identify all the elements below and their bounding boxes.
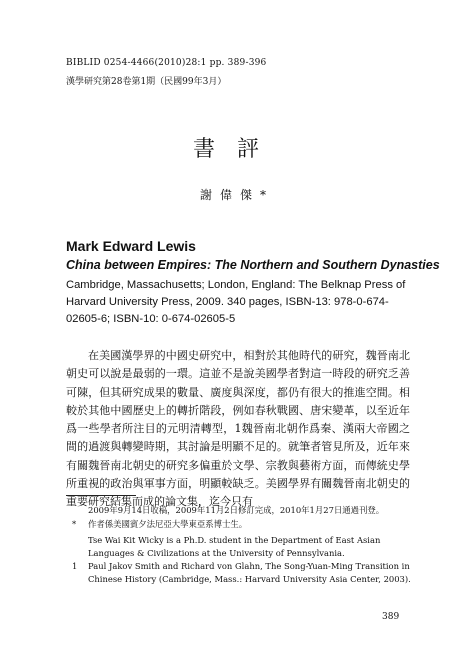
book-author: Mark Edward Lewis [66,238,196,254]
book-publication-info: Cambridge, Massachusetts; London, England: The Belknap Press of Harvard University Press, 2009. 340 pages, ISBN-13: 978-0-674-02605-6; ISBN-10: 0-674-02605-5 [66,279,406,325]
footnote-received: 2009年9月14日收稿，2009年11月2日修訂完成，2010年1月27日通過刊登。 [88,505,385,515]
footnote-author-affiliation-en: Tse Wai Kit Wicky is a Ph.D. student in the Department of East Asian Languages & Civilizations at the University of Pennsylvania. [88,535,381,558]
section-title: 書評 [192,137,281,162]
body-paragraph: 在美國漢學界的中國史研究中，相對於其他時代的研究，魏晉南北朝史可以說是最弱的一環。這並不是說美國學者對這一時段的研究乏善可陳，但其研究成果的數量、廣度與深度，都仍有很大的推進空間。相較於其他中國歷史上的轉折階段，例如春秋戰國、唐宋變革，以至近年爲一些學者所注目的元明清轉型，1魏晉南北朝作爲秦、漢兩大帝國之間的過渡與轉變時期，其討論是明顯不足的。就筆者管見所及，近年來有關魏晉南北朝史的研究多偏重於文學、宗教與藝術方面，而傳統史學所重視的政治與軍事方面，明顯較缺乏。美國學界有關魏晉南北朝史的重要研究結集而成的論文集，迄今只有 [66,349,410,509]
book-title: China between Empires: The Northern and Southern Dynasties [66,258,440,272]
biblid-line: BIBLID 0254-4466(2010)28:1 pp. 389-396 [66,58,267,68]
footnote-divider [66,495,136,496]
footnote-star-marker: * [72,519,77,529]
page-number: 389 [382,612,400,622]
reviewer-name: 謝偉傑* [199,188,274,202]
footnote-1-marker: 1 [72,561,78,571]
journal-issue-line: 漢學研究第28卷第1期（民國99年3月） [66,77,227,87]
footnote-author-affiliation-zh: 作者係美國賓夕法尼亞大學東亞系博士生。 [88,519,248,529]
footnote-1-text: Paul Jakov Smith and Richard von Glahn, The Song-Yuan-Ming Transition in Chinese History (Cambridge, Mass.: Harvard University Asia Center, 2003). [88,561,411,584]
